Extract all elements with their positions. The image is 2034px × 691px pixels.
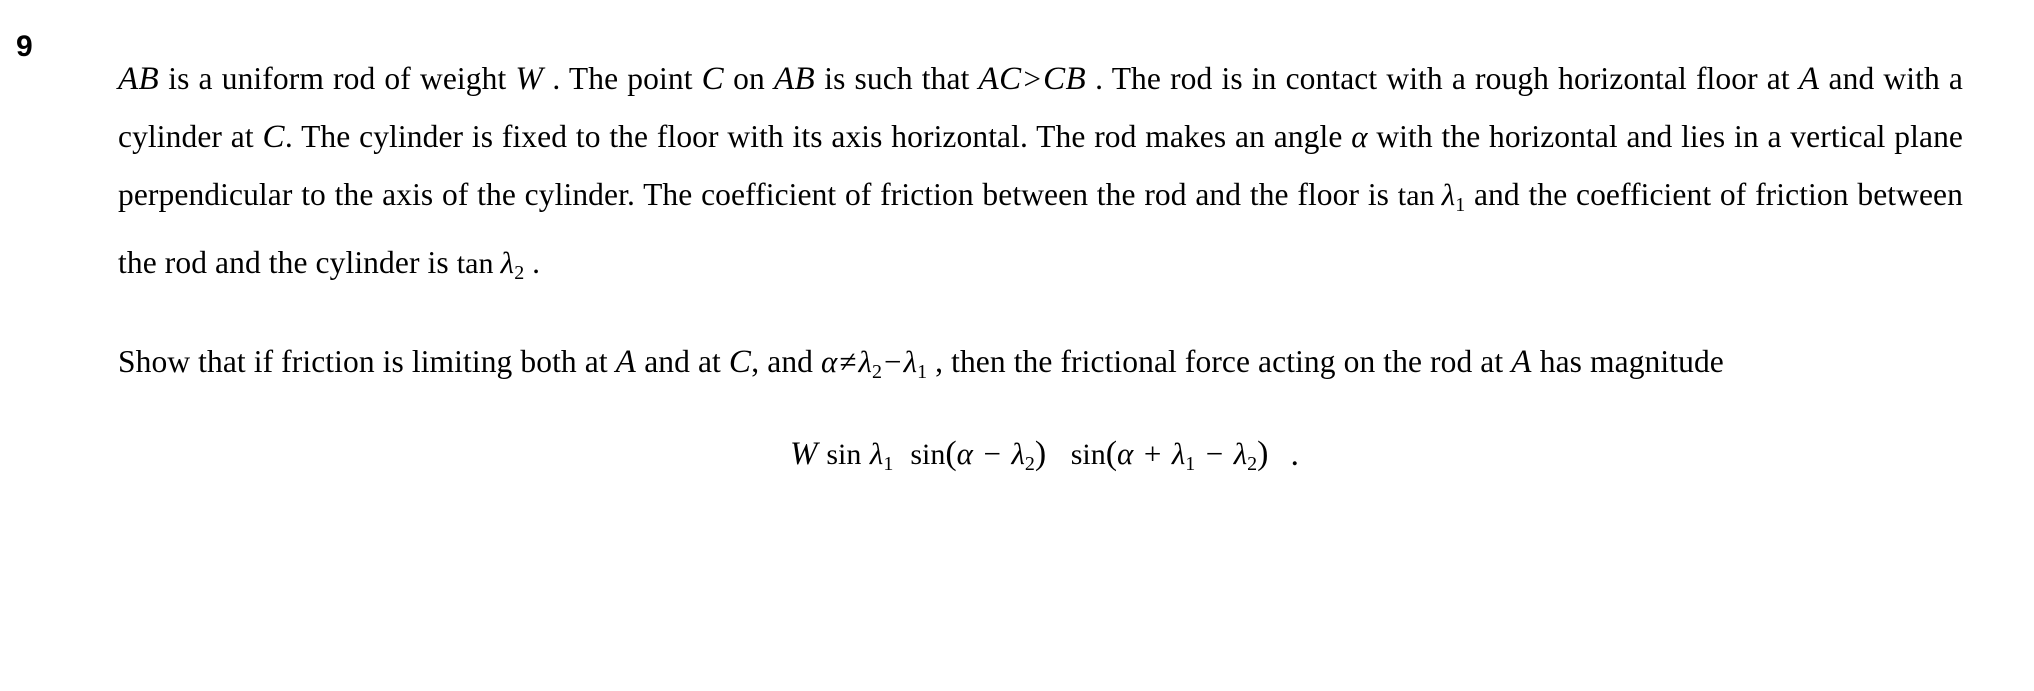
math-greek-lambda-2b: $\lambda_2$	[858, 344, 883, 383]
math-op-tan-2: tan	[456, 246, 494, 280]
math-var-AC: AC	[978, 60, 1022, 97]
math-rel-not-equal: ≠	[839, 344, 857, 379]
math-var-AB-2: AB	[774, 60, 816, 97]
fraction-numerator: W $\sin \lambda_1$ $\sin(\alpha - \lambda_2)$	[789, 435, 1047, 475]
question-number: 9	[16, 30, 33, 63]
math-var-C-3: C	[728, 344, 752, 380]
math-greek-lambda-1b: $\lambda_1$	[903, 344, 928, 383]
question-body	[118, 18, 1963, 476]
fraction-denominator: $\sin(\alpha + \lambda_1 - \lambda_2)$	[1070, 435, 1269, 475]
math-greek-lambda-1: $\lambda_1$	[1441, 176, 1466, 216]
math-op-tan-1: tan	[1397, 178, 1435, 212]
math-greek-alpha-1: α	[1351, 118, 1368, 154]
display-formula	[118, 435, 1963, 476]
math-var-A-1: A	[1798, 60, 1820, 97]
math-greek-alpha-2: α	[821, 344, 838, 379]
math-var-A-3: A	[1511, 344, 1532, 380]
fraction	[782, 435, 1299, 476]
math-var-CB: CB	[1043, 60, 1087, 97]
math-rel-greater-than: >	[1023, 60, 1042, 96]
math-var-A-2: A	[615, 344, 637, 380]
question-paragraph-1: AB is a uniform rod of weight W . The point C on AB is such that AC>CB . The rod is in contact with a rough horizontal floor at A and with a cylinder at C. The cylinder is fixed to the floor with its axis horizontal. The rod makes an angle α with the horizontal and lies in a vertical plane perpendicular to the axis of the cylinder. The coefficient of friction between the rod and the floor is $\tan \lambda_1$ and the coefficient of friction between the rod and the cylinder is $\tan \lambda_2$ .	[118, 60, 1964, 284]
question-block	[0, 18, 1974, 476]
math-var-W: W	[515, 60, 544, 97]
math-greek-lambda-2: $\lambda_2$	[500, 244, 525, 284]
math-var-C-2: C	[262, 118, 285, 155]
math-var-AB-1: AB	[118, 60, 160, 97]
math-rel-minus: −	[884, 344, 902, 379]
question-paragraph-2: Show that if friction is limiting both at A and at C, and $\alpha\ne\lambda_2-\lambda_1$ , then the frictional force acting on the rod at A has magnitude	[118, 344, 1724, 383]
math-var-C-1: C	[701, 60, 725, 97]
formula-period: .	[1290, 436, 1299, 473]
